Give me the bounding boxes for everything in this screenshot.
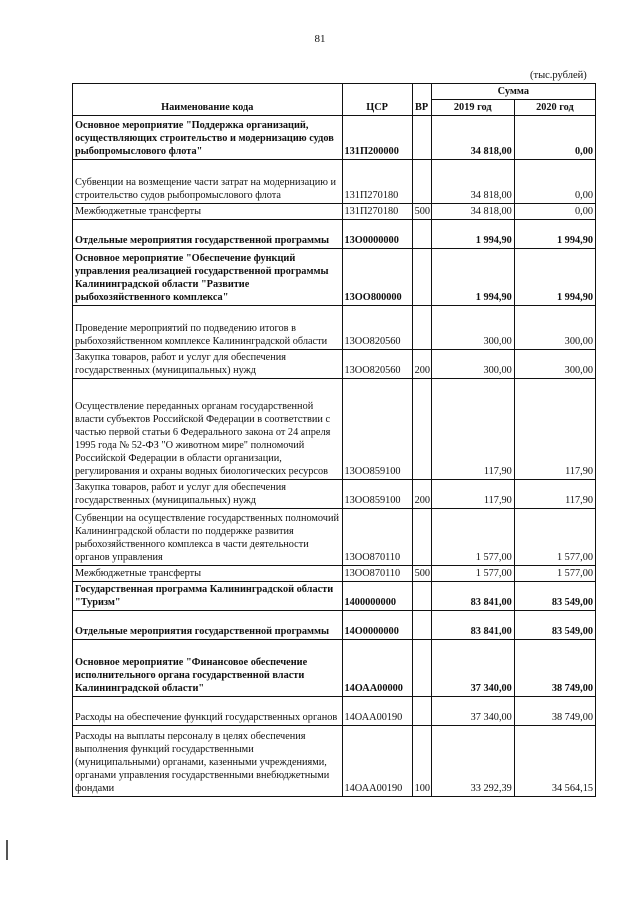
row-2019-cell: 83 841,00 [431, 582, 514, 611]
row-vr-cell [412, 379, 431, 480]
row-vr-cell [412, 697, 431, 726]
row-name-cell: Отдельные мероприятия государственной программы [73, 220, 343, 249]
row-name-cell: Межбюджетные трансферты [73, 204, 343, 220]
row-name-cell: Проведение мероприятий по подведению итогов в рыбохозяйственном комплексе Калининградской области [73, 306, 343, 350]
row-2019-cell: 37 340,00 [431, 640, 514, 697]
units-label: (тыс.рублей) [530, 70, 587, 81]
row-vr-cell [412, 306, 431, 350]
budget-table [72, 83, 596, 797]
header-vr: ВР [412, 84, 431, 116]
row-vr-cell [412, 220, 431, 249]
row-csr-cell: 13ОО800000 [342, 249, 412, 306]
row-2019-cell: 37 340,00 [431, 697, 514, 726]
row-vr-cell [412, 249, 431, 306]
row-vr-cell: 100 [412, 726, 431, 797]
table-row [73, 160, 596, 204]
row-name-cell: Закупка товаров, работ и услуг для обеспечения государственных (муниципальных) нужд [73, 480, 343, 509]
row-name-cell: Основное мероприятие "Обеспечение функций управления реализацией государственной программы Калининградской области "Развитие рыбохозяйственного комплекса" [73, 249, 343, 306]
row-name-cell: Осуществление переданных органам государственной власти субъектов Российской Федерации в соответствии с частью первой статьи 6 Федерального закона от 24 апреля 1995 года № 52-ФЗ "О животном мире" полномочий Российской Федерации в области организации, регулирования и охраны водных биологических ресурсов [73, 379, 343, 480]
row-name-cell: Закупка товаров, работ и услуг для обеспечения государственных (муниципальных) нужд [73, 350, 343, 379]
row-2019-cell: 34 818,00 [431, 204, 514, 220]
row-2019-cell: 33 292,39 [431, 726, 514, 797]
row-2020-cell: 300,00 [514, 306, 595, 350]
table-row [73, 566, 596, 582]
row-2020-cell: 1 994,90 [514, 220, 595, 249]
row-name-cell: Субвенции на возмещение части затрат на модернизацию и строительство судов рыбопромыслового флота [73, 160, 343, 204]
table-row [73, 480, 596, 509]
table-row [73, 509, 596, 566]
row-2020-cell: 38 749,00 [514, 697, 595, 726]
row-name-cell: Субвенции на осуществление государственных полномочий Калининградской области по поддержке развития рыбохозяйственного комплекса в части деятельности органов управления [73, 509, 343, 566]
table-row [73, 582, 596, 611]
header-year-2020: 2020 год [514, 100, 595, 116]
row-name-cell: Государственная программа Калининградской области "Туризм" [73, 582, 343, 611]
row-csr-cell: 13ОО859100 [342, 379, 412, 480]
row-csr-cell: 13ОО820560 [342, 306, 412, 350]
row-vr-cell [412, 582, 431, 611]
row-csr-cell: 14ОАА00190 [342, 697, 412, 726]
row-2020-cell: 1 577,00 [514, 566, 595, 582]
scan-edge-mark [6, 840, 8, 860]
row-2020-cell: 0,00 [514, 116, 595, 160]
row-csr-cell: 13ОО870110 [342, 509, 412, 566]
row-csr-cell: 131П270180 [342, 160, 412, 204]
header-sum: Сумма [431, 84, 595, 100]
table-row [73, 726, 596, 797]
row-2019-cell: 1 577,00 [431, 566, 514, 582]
row-csr-cell: 131П270180 [342, 204, 412, 220]
row-csr-cell: 1400000000 [342, 582, 412, 611]
row-name-cell: Расходы на обеспечение функций государственных органов [73, 697, 343, 726]
table-row [73, 249, 596, 306]
row-vr-cell: 500 [412, 566, 431, 582]
row-2020-cell: 1 994,90 [514, 249, 595, 306]
page-number: 81 [314, 33, 326, 45]
row-2019-cell: 300,00 [431, 350, 514, 379]
row-csr-cell: 13О0000000 [342, 220, 412, 249]
row-csr-cell: 13ОО859100 [342, 480, 412, 509]
row-2019-cell: 1 577,00 [431, 509, 514, 566]
row-vr-cell [412, 509, 431, 566]
table-row [73, 379, 596, 480]
row-2019-cell: 34 818,00 [431, 116, 514, 160]
header-name: Наименование кода [73, 84, 343, 116]
row-2020-cell: 0,00 [514, 204, 595, 220]
row-name-cell: Межбюджетные трансферты [73, 566, 343, 582]
row-csr-cell: 13ОО820560 [342, 350, 412, 379]
row-2019-cell: 300,00 [431, 306, 514, 350]
table-row [73, 350, 596, 379]
header-year-2019: 2019 год [431, 100, 514, 116]
row-2019-cell: 117,90 [431, 379, 514, 480]
table-row [73, 220, 596, 249]
row-name-cell: Отдельные мероприятия государственной программы [73, 611, 343, 640]
row-vr-cell: 500 [412, 204, 431, 220]
header-csr: ЦСР [342, 84, 412, 116]
row-vr-cell [412, 160, 431, 204]
row-2020-cell: 83 549,00 [514, 582, 595, 611]
row-2019-cell: 1 994,90 [431, 220, 514, 249]
row-name-cell: Основное мероприятие "Поддержка организаций, осуществляющих строительство и модернизацию судов рыбопромыслового флота" [73, 116, 343, 160]
row-2020-cell: 117,90 [514, 379, 595, 480]
row-name-cell: Расходы на выплаты персоналу в целях обеспечения выполнения функций государственными (муниципальными) органами, казенными учреждениями, органами управления государственными внебюджетными фондами [73, 726, 343, 797]
row-2020-cell: 34 564,15 [514, 726, 595, 797]
table-row [73, 611, 596, 640]
row-2020-cell: 0,00 [514, 160, 595, 204]
row-vr-cell [412, 611, 431, 640]
row-csr-cell: 14ОАА00000 [342, 640, 412, 697]
row-2019-cell: 83 841,00 [431, 611, 514, 640]
table-row [73, 306, 596, 350]
row-2020-cell: 1 577,00 [514, 509, 595, 566]
row-vr-cell [412, 640, 431, 697]
row-vr-cell: 200 [412, 350, 431, 379]
row-csr-cell: 13ОО870110 [342, 566, 412, 582]
row-2019-cell: 117,90 [431, 480, 514, 509]
row-csr-cell: 14О0000000 [342, 611, 412, 640]
row-vr-cell [412, 116, 431, 160]
row-2020-cell: 117,90 [514, 480, 595, 509]
table-row [73, 116, 596, 160]
row-2020-cell: 300,00 [514, 350, 595, 379]
row-2020-cell: 38 749,00 [514, 640, 595, 697]
row-2019-cell: 1 994,90 [431, 249, 514, 306]
row-2020-cell: 83 549,00 [514, 611, 595, 640]
row-csr-cell: 131П200000 [342, 116, 412, 160]
row-vr-cell: 200 [412, 480, 431, 509]
row-name-cell: Основное мероприятие "Финансовое обеспечение исполнительного органа государственной власти Калининградской области" [73, 640, 343, 697]
row-csr-cell: 14ОАА00190 [342, 726, 412, 797]
table-row [73, 204, 596, 220]
row-2019-cell: 34 818,00 [431, 160, 514, 204]
table-row [73, 697, 596, 726]
table-row [73, 640, 596, 697]
